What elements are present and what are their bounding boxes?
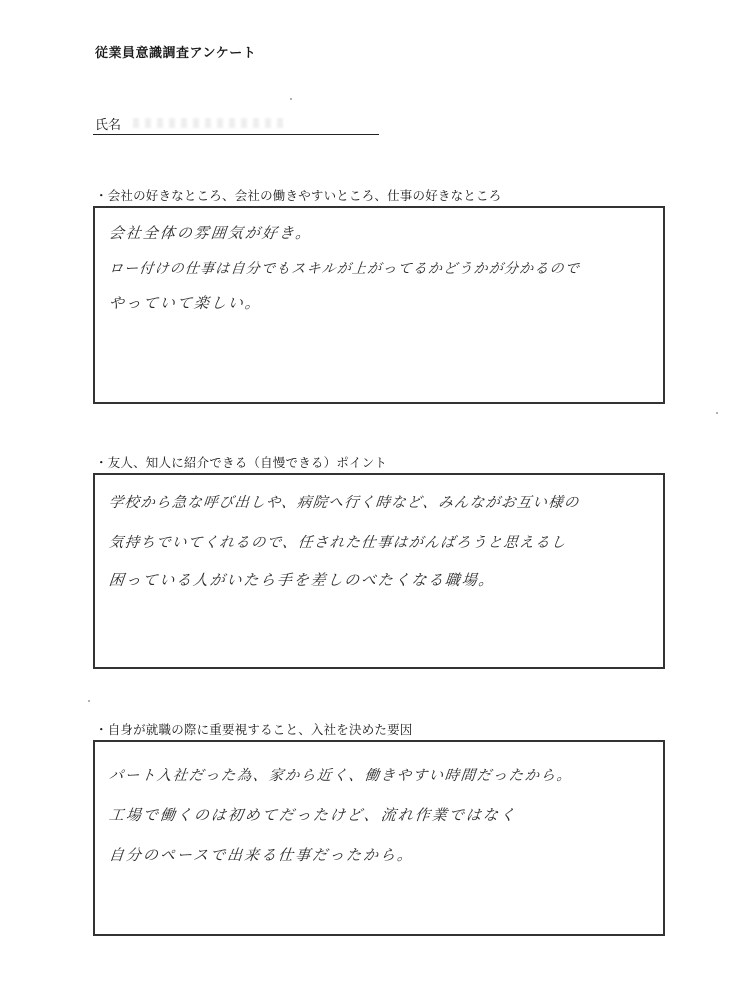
question-2-answer-line-3: 困っている人がいたら手を差しのべたくなる職場。 (108, 571, 497, 589)
question-2-answer-line-2: 気持ちでいてくれるので、任された仕事はがんばろうと思えるし (108, 535, 568, 551)
question-1-label: ・会社の好きなところ、会社の働きやすいところ、仕事の好きなところ (95, 188, 502, 203)
question-2-answer-line-1: 学校から急な呼び出しや、病院へ行く時など、みんながお互い様の (108, 495, 581, 511)
question-3-label: ・自身が就職の際に重要視すること、入社を決めた要因 (95, 722, 413, 737)
scan-speck (290, 98, 292, 100)
survey-title: 従業員意識調査アンケート (95, 46, 257, 61)
question-1-answer-box (93, 206, 665, 404)
question-1-answer-line-3: やっていて楽しい。 (108, 294, 263, 312)
question-2-answer-box (93, 473, 665, 669)
question-1-answer-line-1: 会社全体の雰囲気が好き。 (108, 224, 314, 242)
question-3-answer-line-2: 工場で働くのは初めてだったけど、流れ作業ではなく (108, 806, 518, 824)
scan-speck (716, 412, 718, 414)
question-3-answer-box (93, 740, 665, 936)
scan-speck (88, 700, 90, 702)
name-redacted (133, 118, 283, 128)
question-3-answer-line-1: パート入社だった為、家から近く、働きやすい時間だったから。 (108, 768, 574, 784)
name-field (93, 112, 379, 135)
name-label: 氏名 (95, 118, 122, 133)
question-2-label: ・友人、知人に紹介できる（自慢できる）ポイント (95, 455, 388, 470)
question-3-answer-line-3: 自分のペースで出来る仕事だったから。 (108, 846, 416, 864)
question-1-answer-line-2: ロー付けの仕事は自分でもスキルが上がってるかどうかが分かるので (108, 261, 581, 277)
